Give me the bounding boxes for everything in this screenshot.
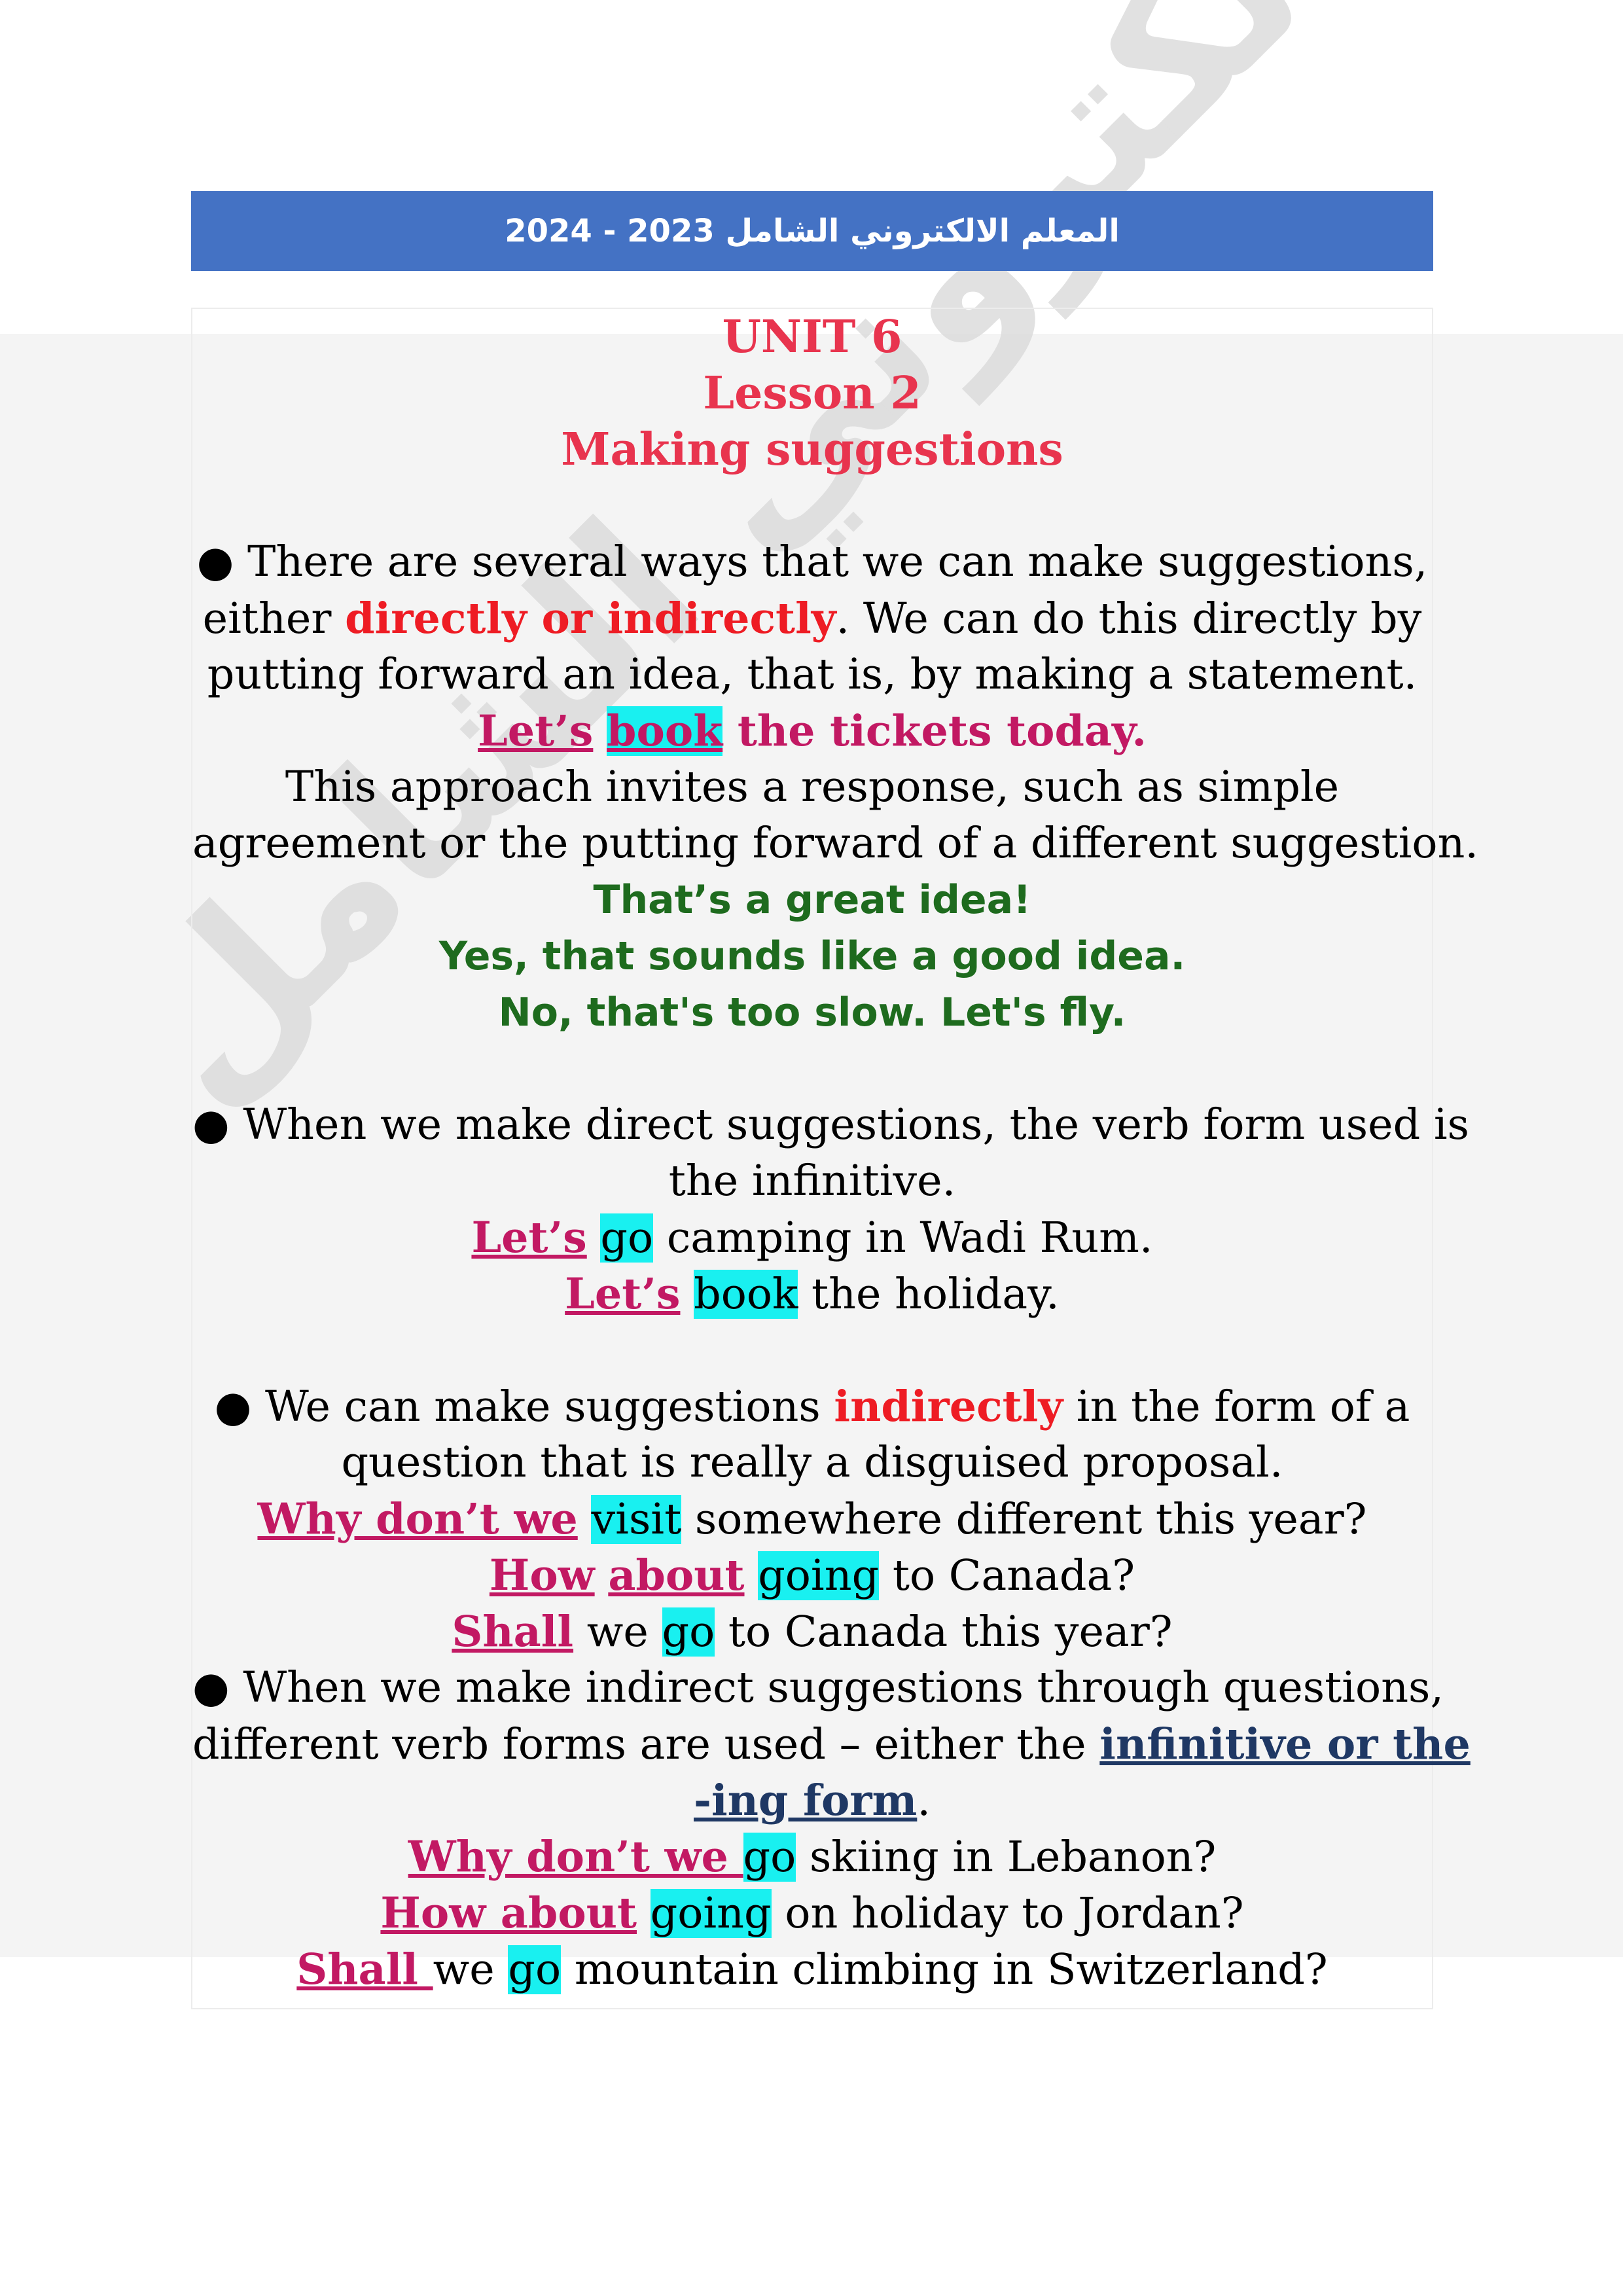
section2-line1: ● When we make direct suggestions, the verb form used is: [192, 1100, 1469, 1149]
lesson-content: [191, 308, 1479, 2009]
emphasis-text: -ing form: [693, 1776, 918, 1825]
section1-line2: [192, 590, 1432, 647]
suggestion-lead: Let’s: [565, 1269, 681, 1319]
example-shall-we-go-canada: [192, 1604, 1432, 1660]
highlighted-verb: go: [600, 1213, 654, 1263]
example-shall-we-go-climbing: [192, 1941, 1432, 1998]
section2-line2: the infinitive.: [668, 1157, 956, 1206]
section3-line2: question that is really a disguised proposal.: [341, 1438, 1283, 1487]
example-why-dont-we-go-skiing: [192, 1829, 1432, 1886]
highlighted-verb: going: [650, 1889, 772, 1938]
response-1: That’s a great idea!: [593, 877, 1031, 923]
text-span: .: [917, 1776, 931, 1825]
header-title: المعلم الالكتروني الشامل 2023 - 2024: [505, 213, 1120, 249]
section1-line4: This approach invites a response, such as simple: [285, 762, 1340, 812]
header-bar: [191, 191, 1433, 271]
text-span: . We can do this directly by: [836, 594, 1422, 643]
emphasis-text: directly or indirectly: [345, 594, 836, 643]
highlighted-verb: visit: [591, 1495, 682, 1544]
lesson-title: Lesson 2: [703, 367, 921, 420]
text-span: to Canada?: [879, 1551, 1135, 1600]
section1-line1: ● There are several ways that we can make suggestions,: [196, 537, 1428, 586]
response-3: No, that's too slow. Let's fly.: [498, 990, 1126, 1035]
text-span: mountain climbing in Switzerland?: [561, 1945, 1328, 1994]
text-span: camping in Wadi Rum.: [653, 1213, 1153, 1263]
topic-title: Making suggestions: [561, 423, 1063, 476]
section4-line3: [192, 1772, 1432, 1829]
text-span: we: [573, 1607, 662, 1657]
text-span: ● We can make suggestions: [214, 1382, 834, 1431]
suggestion-lead: How about: [380, 1888, 637, 1938]
response-2: Yes, that sounds like a good idea.: [438, 933, 1186, 979]
suggestion-lead: Shall: [296, 1945, 433, 1994]
section3-line1: [192, 1378, 1432, 1435]
section4-line2: [192, 1716, 1471, 1773]
suggestion-lead: about: [608, 1551, 745, 1600]
text-span: skiing in Lebanon?: [796, 1833, 1217, 1882]
suggestion-lead: Shall: [452, 1607, 574, 1657]
example-lets-go-camping: [192, 1210, 1432, 1266]
highlighted-verb: go: [508, 1945, 562, 1994]
text-span: in the form of a: [1063, 1382, 1410, 1431]
text-span: we: [433, 1945, 508, 1994]
highlighted-verb: book: [607, 706, 723, 756]
example-how-about-going-jordan: [192, 1885, 1432, 1942]
text-span: different verb forms are used – either the: [192, 1720, 1100, 1769]
text-span: on holiday to Jordan?: [771, 1889, 1244, 1938]
section1-line5: agreement or the putting forward of a different suggestion.: [192, 819, 1479, 868]
text-span: either: [202, 594, 346, 643]
highlighted-verb: go: [743, 1833, 796, 1882]
unit-title: UNIT 6: [722, 311, 902, 363]
highlighted-verb: going: [758, 1551, 880, 1600]
emphasis-text: indirectly: [834, 1382, 1063, 1431]
suggestion-lead: Why don’t we: [257, 1494, 578, 1544]
suggestion-lead: Why don’t we: [408, 1832, 743, 1882]
text-span: the holiday.: [798, 1270, 1060, 1319]
example-lets-book-tickets: [192, 703, 1432, 760]
suggestion-lead: Let’s: [478, 706, 594, 756]
emphasis-text: infinitive or the: [1099, 1719, 1471, 1769]
text-span: somewhere different this year?: [681, 1495, 1367, 1544]
text-span: to Canada this year?: [715, 1607, 1173, 1657]
suggestion-lead: Let’s: [471, 1213, 587, 1263]
example-why-dont-we-visit: [192, 1491, 1432, 1548]
example-lets-book-holiday: [192, 1266, 1432, 1323]
highlighted-verb: go: [662, 1607, 715, 1657]
section4-line1: ● When we make indirect suggestions through questions,: [192, 1663, 1444, 1712]
highlighted-verb: book: [694, 1270, 798, 1319]
suggestion-lead: How: [489, 1551, 595, 1600]
text-span: the tickets today.: [722, 706, 1147, 756]
section1-line3: putting forward an idea, that is, by making a statement.: [207, 650, 1418, 699]
example-how-about-going-canada: [192, 1547, 1432, 1604]
